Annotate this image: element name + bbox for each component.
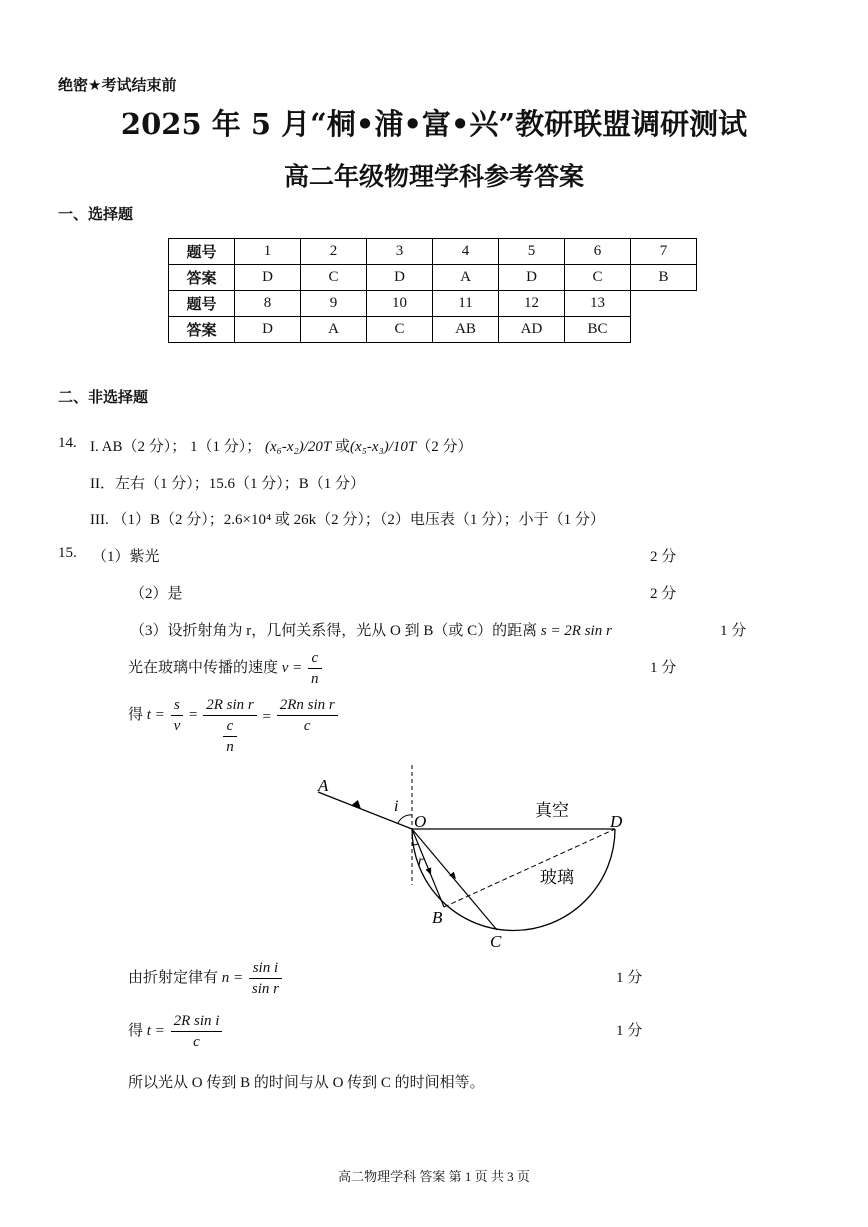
table-cell: 10 <box>367 291 433 317</box>
table-cell: A <box>301 317 367 343</box>
label-D: D <box>610 812 623 831</box>
equals-sign: = <box>262 709 271 725</box>
velocity-fraction <box>308 648 322 689</box>
refraction-law-text: 由折射定律有 <box>128 969 219 986</box>
label-C: C <box>490 932 502 951</box>
time-prefix: 得 <box>128 706 144 723</box>
fraction-numerator: c <box>308 648 322 669</box>
table-cell: C <box>367 317 433 343</box>
velocity-score: 1 分 <box>650 660 677 676</box>
table-cell: 5 <box>499 239 565 265</box>
semicircle-boundary <box>412 829 615 930</box>
label-i: i <box>394 798 399 815</box>
velocity-text: 光在玻璃中传播的速度 <box>128 659 279 676</box>
fraction-denominator: n <box>311 671 319 687</box>
q14-part1 <box>90 435 473 456</box>
table-cell: 12 <box>499 291 565 317</box>
row-label-answer: 答案 <box>169 317 235 343</box>
nested-numerator: c <box>223 716 237 737</box>
section-heading-nonchoice: 二、非选择题 <box>58 388 149 406</box>
time2-fraction <box>171 1011 223 1052</box>
fraction-numerator: sin i <box>249 958 282 979</box>
table-cell-empty <box>631 317 697 343</box>
incident-arrow-icon <box>352 798 364 808</box>
label-glass: 玻璃 <box>540 868 574 888</box>
arrow-to-C-icon <box>449 872 458 881</box>
time2-lhs: t = <box>146 1022 165 1039</box>
fraction-numerator: 2R sin i <box>171 1011 223 1032</box>
q15-number: 15. <box>58 545 77 561</box>
q14-formula-b: (x₅-x₃)/10T <box>350 439 417 455</box>
label-vacuum: 真空 <box>535 801 569 821</box>
velocity-lhs: v = <box>281 659 303 676</box>
time2-score: 1 分 <box>616 1023 643 1039</box>
q15-answer3-formula: s = 2R sin r <box>540 623 612 639</box>
fraction-numerator: 2R sin r <box>203 695 257 716</box>
q15-score3: 1 分 <box>720 623 747 639</box>
table-cell: 13 <box>565 291 631 317</box>
label-O: O <box>414 812 427 831</box>
dashed-line-B-D <box>444 829 615 907</box>
ray-to-B <box>412 829 444 907</box>
q15-answer3 <box>130 619 612 640</box>
table-cell: 3 <box>367 239 433 265</box>
table-row <box>169 291 697 317</box>
q14-part1-prefix: I. AB（2 分）； 1（1 分）； <box>90 439 266 455</box>
q15-score2: 2 分 <box>650 586 677 602</box>
q14-part3: III. （1）B（2 分）；2.6×10⁴ 或 26k（2 分）；（2）电压表（1 分）；小于（1 分） <box>90 512 605 528</box>
table-cell: 6 <box>565 239 631 265</box>
table-row <box>169 317 697 343</box>
label-A: A <box>318 776 329 795</box>
fraction-denominator: c <box>303 718 311 734</box>
nested-fraction <box>223 716 237 757</box>
table-cell: 11 <box>433 291 499 317</box>
section-heading-choice: 一、选择题 <box>58 205 134 223</box>
table-cell: AD <box>499 317 565 343</box>
row-label-question: 题号 <box>169 291 235 317</box>
q15-score1: 2 分 <box>650 549 677 565</box>
refraction-law-fraction <box>249 958 282 999</box>
answer-table <box>168 238 697 343</box>
table-cell: D <box>367 265 433 291</box>
table-cell: AB <box>433 317 499 343</box>
page-subtitle: 高二年级物理学科参考答案 <box>283 162 584 191</box>
table-cell: C <box>301 265 367 291</box>
q15-answer3-text: （3）设折射角为 r，几何关系得，光从 O 到 B（或 C）的距离 <box>130 623 538 639</box>
refraction-law-score: 1 分 <box>616 970 643 986</box>
q14-part2: II．左右（1 分）；15.6（1 分）；B（1 分） <box>90 476 365 492</box>
table-cell: C <box>565 265 631 291</box>
time-formula-1 <box>128 695 340 757</box>
fraction-final <box>277 695 338 736</box>
table-cell: D <box>235 317 301 343</box>
q14-part1-suffix: （2 分） <box>416 439 473 455</box>
fraction-compound <box>203 695 257 757</box>
time-formula-2 <box>128 1011 224 1052</box>
fraction-numerator: s <box>171 695 184 716</box>
time-lhs: t = <box>146 706 165 723</box>
table-cell: BC <box>565 317 631 343</box>
q14-or: 或 <box>331 439 351 455</box>
page-footer: 高二物理学科 答案 第 1 页 共 3 页 <box>338 1169 530 1184</box>
table-cell: 7 <box>631 239 697 265</box>
fraction-s-over-v <box>171 695 184 736</box>
page-title: 2025 年 5 月“桐•浦•富•兴”教研联盟调研测试 <box>120 107 748 141</box>
label-r: r <box>418 854 424 869</box>
table-cell: 1 <box>235 239 301 265</box>
table-cell: D <box>499 265 565 291</box>
angle-i-arc <box>398 815 412 823</box>
table-cell: B <box>631 265 697 291</box>
table-cell-empty <box>631 291 697 317</box>
equals-sign: = <box>188 706 198 723</box>
table-row <box>169 265 697 291</box>
fraction-numerator: 2Rn sin r <box>277 695 338 716</box>
row-label-answer: 答案 <box>169 265 235 291</box>
fraction-denominator <box>203 716 257 757</box>
table-row <box>169 239 697 265</box>
nested-denominator: n <box>226 739 234 755</box>
time2-prefix: 得 <box>128 1022 144 1039</box>
fraction-denominator: sin r <box>251 981 279 997</box>
table-cell: 8 <box>235 291 301 317</box>
refraction-law-line <box>128 958 284 999</box>
table-cell: 4 <box>433 239 499 265</box>
row-label-question: 题号 <box>169 239 235 265</box>
q14-number: 14. <box>58 435 77 451</box>
table-cell: A <box>433 265 499 291</box>
q15-answer1: （1）紫光 <box>92 549 160 565</box>
arrow-to-B-icon <box>426 867 434 876</box>
fraction-denominator: c <box>193 1034 200 1050</box>
q15-answer2: （2）是 <box>130 586 183 602</box>
refraction-diagram <box>300 765 640 960</box>
table-cell: 9 <box>301 291 367 317</box>
label-B: B <box>432 908 443 927</box>
confidential-label: 绝密★考试结束前 <box>58 76 177 94</box>
refraction-law-lhs: n = <box>221 969 244 986</box>
table-cell: 2 <box>301 239 367 265</box>
conclusion-text: 所以光从 O 传到 B 的时间与从 O 传到 C 的时间相等。 <box>128 1075 485 1091</box>
fraction-denominator: v <box>173 718 181 734</box>
table-cell: D <box>235 265 301 291</box>
velocity-line <box>128 648 324 689</box>
q14-formula-a: (x₆-x₂)/20T <box>265 439 332 455</box>
